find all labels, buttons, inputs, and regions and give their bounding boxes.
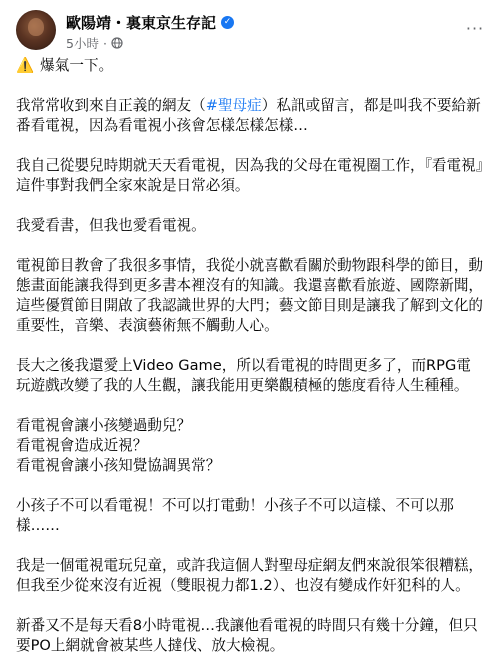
- question-line: 看電視會讓小孩變過動兒？: [16, 417, 192, 434]
- author-name-text[interactable]: 歐陽靖・裏東京生存記: [66, 14, 217, 32]
- more-options-button[interactable]: ···: [465, 18, 485, 38]
- question-line: 看電視會讓小孩知覺協調異常？: [16, 457, 221, 474]
- paragraph-2: 我自己從嬰兒時期就天天看電視，因為我的父母在電視圈工作，『看電視』這件事對我們全家來說是日常必須。: [16, 157, 483, 194]
- paragraph-1: [16, 96, 485, 136]
- question-line: 看電視會造成近視？: [16, 437, 148, 454]
- warning-icon: ⚠️: [16, 57, 35, 74]
- meta-separator: ·: [102, 35, 107, 51]
- post-meta: [66, 34, 123, 52]
- paragraph-1-before: 我常常收到來自正義的網友（: [16, 97, 206, 114]
- paragraph-1-after: ）私訊或留言，都是叫我不要給新番看電視，因為看電視小孩會怎樣怎樣怎樣…: [16, 97, 481, 134]
- paragraph-4: 電視節目教會了我很多事情，我從小就喜歡看關於動物跟科學的節目，動態畫面能讓我得到更多書本裡沒有的知識。我還喜歡看旅遊、國際新聞，這些優質節目開啟了我認識世界的大門；藝文節目則是讓我了解到文化的重要性，音樂、表演藝術無不觸動人心。: [16, 257, 484, 334]
- paragraph-7: 小孩子不可以看電視！不可以打電動！小孩子不可以這樣、不可以那樣……: [16, 497, 454, 534]
- avatar[interactable]: [16, 10, 56, 50]
- intro-text: 爆氣一下。: [40, 57, 114, 74]
- globe-icon: [111, 37, 123, 49]
- questions-block: [16, 416, 485, 476]
- paragraph-3: 我愛看書，但我也愛看電視。: [16, 217, 206, 234]
- verified-badge-icon: ✓: [221, 16, 234, 29]
- post-time[interactable]: 5小時: [66, 36, 99, 51]
- author-name[interactable]: [66, 12, 234, 33]
- intro-line: [16, 56, 485, 76]
- post-body: [0, 56, 501, 656]
- paragraph-5: 長大之後我還愛上Video Game，所以看電視的時間更多了，而RPG電玩遊戲改變了我的人生觀，讓我能用更樂觀積極的態度看待人生種種。: [16, 357, 471, 394]
- paragraph-9: 新番又不是每天看8小時電視…我讓他看電視的時間只有幾十分鐘，但只要PO上網就會被某些人撻伐、放大檢視。: [16, 617, 478, 654]
- post-header: [0, 0, 501, 56]
- paragraph-8: 我是一個電視電玩兒童，或許我這個人對聖母症網友們來說很笨很糟糕，但我至少從來沒有近視（雙眼視力都1.2）、也沒有變成作奸犯科的人。: [16, 557, 484, 594]
- hashtag-link[interactable]: #聖母症: [205, 97, 262, 114]
